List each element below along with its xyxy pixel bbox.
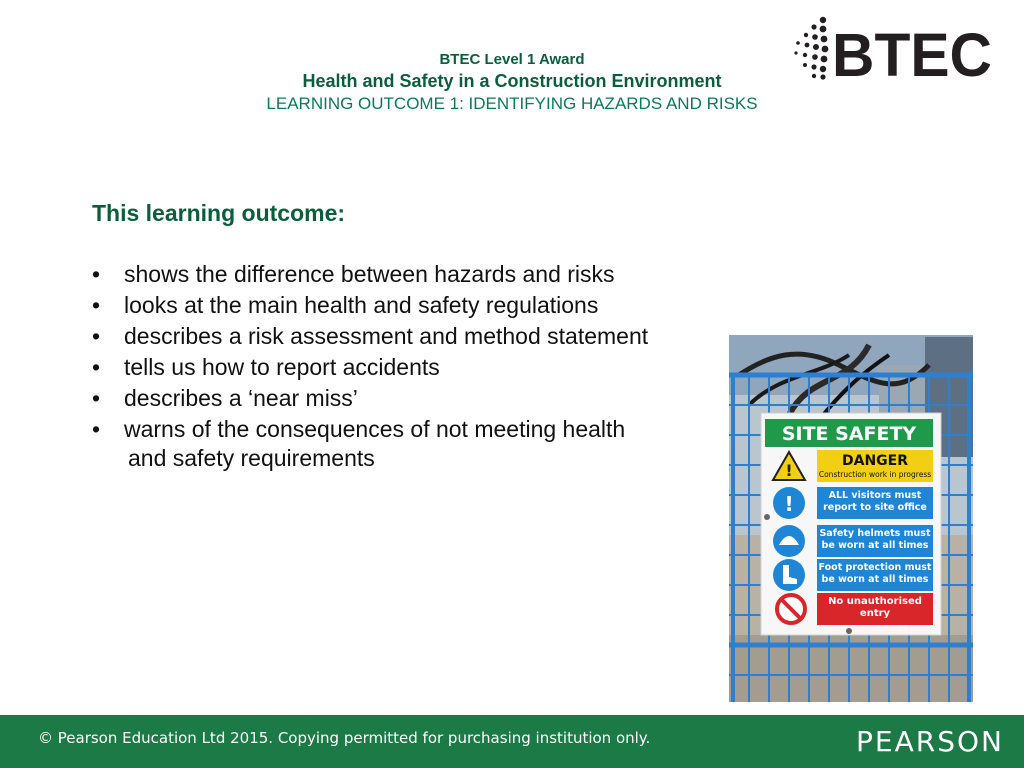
course-title: Health and Safety in a Construction Environment xyxy=(302,71,722,91)
bullet-continuation: and safety requirements xyxy=(128,445,375,471)
danger-subtext: Construction work in progress xyxy=(818,470,932,479)
bullet-icon: • xyxy=(92,323,101,349)
copyright-notice: © Pearson Education Ltd 2015. Copying permitted for purchasing institution only. xyxy=(38,729,651,747)
site-safety-sign-photo xyxy=(729,335,973,702)
sign-rule-visitors: ALL visitors must report to site office xyxy=(823,490,927,513)
sign-rule-no-entry: No unauthorised entry xyxy=(828,596,922,619)
sign-rule-helmets: Safety helmets must be worn at all times xyxy=(819,528,931,551)
list-item xyxy=(90,352,730,383)
list-item-text: tells us how to report accidents xyxy=(124,354,440,380)
list-item-text: shows the difference between hazards and risks xyxy=(124,261,615,287)
svg-text:!: ! xyxy=(785,461,793,480)
pearson-logo: PEARSON xyxy=(856,725,1004,758)
btec-logo-dots xyxy=(794,17,828,80)
bullet-icon: • xyxy=(92,416,101,442)
sign-rule-foot-protection: Foot protection must be worn at all times xyxy=(818,562,932,585)
list-item xyxy=(90,383,730,414)
list-item-text: describes a ‘near miss’ xyxy=(124,385,358,411)
sign-title: SITE SAFETY xyxy=(781,423,917,445)
list-item-text: looks at the main health and safety regulations xyxy=(124,292,599,318)
svg-text:!: ! xyxy=(784,492,794,516)
footer-bar xyxy=(0,715,1024,768)
learning-outcome-title: LEARNING OUTCOME 1: IDENTIFYING HAZARDS AND RISKS xyxy=(266,94,758,113)
bullet-icon: • xyxy=(92,261,101,287)
intro-heading: This learning outcome: xyxy=(92,200,346,226)
btec-logo-text: BTEC xyxy=(832,21,992,80)
bullet-icon: • xyxy=(92,385,101,411)
bullet-icon: • xyxy=(92,292,101,318)
list-item xyxy=(90,321,730,352)
course-level: BTEC Level 1 Award xyxy=(439,51,585,68)
danger-label: DANGER xyxy=(841,453,909,469)
list-item-text: describes a risk assessment and method statement xyxy=(124,323,649,349)
list-item xyxy=(90,414,730,445)
list-item-text: warns of the consequences of not meeting health xyxy=(124,416,626,442)
outcome-bullet-list xyxy=(90,259,730,445)
list-item xyxy=(90,259,730,290)
list-item xyxy=(90,290,730,321)
bullet-icon: • xyxy=(92,354,101,380)
btec-logo xyxy=(792,16,997,80)
